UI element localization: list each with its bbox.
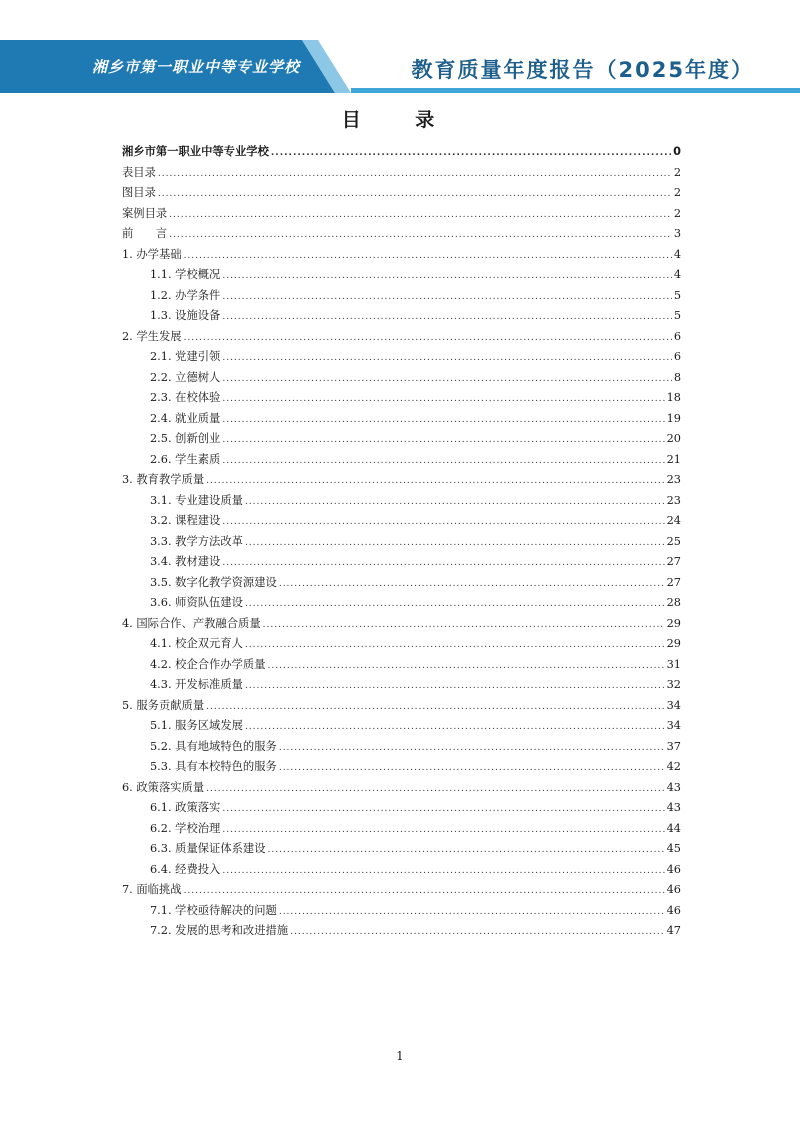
toc-entry-page: 43: [666, 780, 681, 794]
toc-leader-dots: [271, 143, 671, 164]
toc-leader-dots: [268, 840, 665, 861]
toc-entry-page: 31: [666, 657, 681, 671]
toc-entry-label: 3.3. 教学方法改革: [150, 534, 243, 548]
toc-entry[interactable]: [122, 491, 681, 512]
toc-entry-label: 2. 学生发展: [122, 329, 182, 343]
toc-entry[interactable]: [122, 347, 681, 368]
toc-entry-label: 4.2. 校企合作办学质量: [150, 657, 266, 671]
toc-entry[interactable]: [122, 593, 681, 614]
toc-entry[interactable]: [122, 675, 681, 696]
toc-entry[interactable]: [122, 142, 681, 163]
toc-leader-dots: [222, 512, 664, 533]
toc-entry[interactable]: [122, 409, 681, 430]
toc-entry[interactable]: [122, 655, 681, 676]
toc-entry-label: 3.2. 课程建设: [150, 514, 221, 527]
toc-entry-label: 5.1. 服务区域发展: [150, 719, 243, 732]
toc-entry[interactable]: [122, 183, 681, 204]
toc-entry-page: 46: [666, 862, 681, 876]
toc-entry[interactable]: [122, 921, 681, 942]
school-logo-icon: [0, 0, 18, 18]
toc-entry-label: 7. 面临挑战: [122, 883, 182, 896]
toc-entry[interactable]: [122, 552, 681, 573]
header-underline: [351, 88, 800, 93]
toc-entry[interactable]: [122, 245, 681, 266]
toc-entry-label: 前 言: [122, 227, 168, 240]
toc-entry-page: 0: [673, 145, 681, 158]
toc-leader-dots: [263, 615, 665, 636]
toc-entry-page: 34: [666, 719, 681, 732]
toc-entry-label: 2.2. 立德树人: [150, 370, 221, 384]
toc-entry-page: 21: [666, 452, 681, 466]
toc-leader-dots: [222, 287, 671, 308]
toc-entry-page: 44: [666, 821, 681, 835]
toc-entry[interactable]: [122, 778, 681, 799]
toc-entry[interactable]: [122, 839, 681, 860]
toc-leader-dots: [245, 676, 665, 697]
toc-leader-dots: [169, 225, 672, 246]
toc-entry[interactable]: [122, 306, 681, 327]
toc-leader-dots: [245, 635, 665, 656]
page-header: [0, 0, 800, 100]
toc-entry-page: 43: [666, 801, 681, 814]
toc-entry-page: 46: [666, 883, 681, 896]
toc-leader-dots: [222, 307, 671, 328]
toc-entry[interactable]: [122, 470, 681, 491]
toc-entry[interactable]: [122, 880, 681, 901]
toc-entry-label: 3.6. 师资队伍建设: [150, 596, 243, 609]
toc-entry-label: 1.1. 学校概况: [150, 268, 221, 281]
toc-entry-label: 1.2. 办学条件: [150, 288, 221, 302]
toc-entry-label: 3. 教育教学质量: [122, 473, 205, 486]
toc-entry-label: 2.6. 学生素质: [150, 452, 221, 466]
toc-entry[interactable]: [122, 286, 681, 307]
toc-entry-label: 表目录: [122, 165, 156, 179]
toc-entry-label: 6.2. 学校治理: [150, 821, 221, 835]
toc-entry-label: 5. 服务贡献质量: [122, 698, 205, 712]
toc-entry-label: 6. 政策落实质量: [122, 780, 205, 794]
toc-leader-dots: [222, 266, 671, 287]
school-name: 湘乡市第一职业中等专业学校: [92, 58, 301, 76]
toc-leader-dots: [184, 881, 665, 902]
toc-entry-page: 27: [666, 555, 681, 568]
toc-entry[interactable]: [122, 511, 681, 532]
toc-entry[interactable]: [122, 450, 681, 471]
toc-leader-dots: [222, 451, 664, 472]
toc-entry-page: 4: [673, 268, 681, 281]
toc-title: 目 录: [341, 109, 459, 131]
toc-entry-label: 1.3. 设施设备: [150, 309, 221, 322]
table-of-contents: [122, 142, 681, 942]
toc-entry[interactable]: [122, 265, 681, 286]
toc-entry-label: 6.4. 经费投入: [150, 862, 221, 876]
toc-entry-page: 27: [666, 575, 681, 589]
toc-entry-page: 20: [666, 432, 681, 445]
toc-leader-dots: [184, 246, 672, 267]
toc-entry-label: 3.1. 专业建设质量: [150, 493, 243, 507]
header-banner: [0, 0, 800, 100]
toc-entry[interactable]: [122, 798, 681, 819]
toc-entry-label: 2.1. 党建引领: [150, 350, 221, 363]
toc-entry-label: 2.5. 创新创业: [150, 432, 221, 445]
toc-entry-page: 23: [666, 473, 681, 486]
toc-entry[interactable]: [122, 901, 681, 922]
toc-leader-dots: [222, 799, 664, 820]
toc-leader-dots: [222, 553, 664, 574]
toc-entry-page: 32: [666, 678, 681, 691]
toc-leader-dots: [279, 574, 665, 595]
toc-entry-label: 4. 国际合作、产教融合质量: [122, 616, 261, 630]
toc-leader-dots: [206, 697, 664, 718]
toc-entry-label: 3.4. 教材建设: [150, 555, 221, 568]
toc-entry[interactable]: [122, 163, 681, 184]
toc-entry-page: 19: [666, 411, 681, 425]
toc-entry-label: 4.3. 开发标准质量: [150, 678, 243, 691]
toc-entry-page: 24: [666, 514, 681, 527]
toc-entry-page: 8: [673, 370, 681, 384]
toc-entry[interactable]: [122, 696, 681, 717]
toc-leader-dots: [245, 594, 665, 615]
toc-entry[interactable]: [122, 614, 681, 635]
toc-entry-label: 图目录: [122, 186, 156, 199]
toc-entry[interactable]: [122, 532, 681, 553]
toc-leader-dots: [184, 328, 672, 349]
toc-entry[interactable]: [122, 368, 681, 389]
toc-entry-label: 6.3. 质量保证体系建设: [150, 842, 266, 855]
toc-leader-dots: [222, 861, 664, 882]
toc-entry-label: 2.4. 就业质量: [150, 411, 221, 425]
toc-entry-label: 7.1. 学校亟待解决的问题: [150, 903, 277, 917]
toc-entry-page: 2: [673, 206, 681, 220]
toc-entry[interactable]: [122, 224, 681, 245]
toc-entry[interactable]: [122, 757, 681, 778]
toc-entry[interactable]: [122, 634, 681, 655]
toc-entry-page: 6: [673, 329, 681, 343]
toc-entry[interactable]: [122, 716, 681, 737]
report-title: 教育质量年度报告（2025年度）: [411, 58, 754, 82]
toc-leader-dots: [169, 205, 672, 226]
toc-entry-page: 25: [666, 534, 681, 548]
toc-entry-page: 37: [666, 739, 681, 753]
toc-entry[interactable]: [122, 573, 681, 594]
toc-entry-label: 2.3. 在校体验: [150, 391, 221, 404]
toc-entry-page: 28: [666, 596, 681, 609]
page-number: 1: [396, 1049, 404, 1063]
toc-entry[interactable]: [122, 737, 681, 758]
toc-leader-dots: [206, 779, 664, 800]
toc-leader-dots: [245, 533, 665, 554]
toc-entry-label: 5.3. 具有本校特色的服务: [150, 760, 277, 773]
toc-entry-page: 5: [673, 309, 681, 322]
toc-entry[interactable]: [122, 327, 681, 348]
toc-entry-page: 45: [666, 842, 681, 855]
toc-entry-page: 29: [666, 616, 681, 630]
toc-leader-dots: [279, 758, 665, 779]
toc-entry-page: 3: [673, 227, 681, 240]
toc-entry[interactable]: [122, 388, 681, 409]
toc-entry-label: 6.1. 政策落实: [150, 801, 221, 814]
toc-leader-dots: [222, 389, 664, 410]
toc-entry-page: 46: [666, 903, 681, 917]
toc-leader-dots: [222, 430, 664, 451]
toc-entry-page: 5: [673, 288, 681, 302]
toc-entry-page: 42: [666, 760, 681, 773]
toc-entry-label: 案例目录: [122, 206, 168, 220]
toc-leader-dots: [222, 820, 664, 841]
toc-entry-page: 18: [666, 391, 681, 404]
toc-leader-dots: [206, 471, 664, 492]
toc-entry-page: 34: [666, 698, 681, 712]
toc-entry[interactable]: [122, 860, 681, 881]
toc-entry-page: 4: [673, 247, 681, 261]
toc-entry-page: 29: [666, 637, 681, 650]
toc-entry[interactable]: [122, 819, 681, 840]
toc-entry-label: 7.2. 发展的思考和改进措施: [150, 924, 289, 937]
toc-leader-dots: [279, 902, 665, 923]
toc-entry-page: 23: [666, 493, 681, 507]
toc-leader-dots: [222, 348, 671, 369]
toc-leader-dots: [158, 184, 672, 205]
toc-entry-page: 47: [666, 924, 681, 937]
toc-leader-dots: [268, 656, 665, 677]
toc-leader-dots: [158, 164, 672, 185]
toc-entry-page: 2: [673, 186, 681, 199]
toc-entry-page: 2: [673, 165, 681, 179]
toc-entry-label: 3.5. 数字化教学资源建设: [150, 575, 277, 589]
toc-leader-dots: [245, 492, 665, 513]
toc-leader-dots: [279, 738, 665, 759]
toc-entry-label: 1. 办学基础: [122, 247, 182, 261]
toc-leader-dots: [222, 410, 664, 431]
toc-entry-label: 湘乡市第一职业中等专业学校: [122, 145, 269, 158]
toc-entry-label: 5.2. 具有地域特色的服务: [150, 739, 277, 753]
toc-leader-dots: [290, 922, 665, 943]
toc-leader-dots: [245, 717, 665, 738]
toc-entry[interactable]: [122, 429, 681, 450]
toc-entry-page: 6: [673, 350, 681, 363]
toc-entry-label: 4.1. 校企双元育人: [150, 637, 243, 650]
toc-entry[interactable]: [122, 204, 681, 225]
toc-leader-dots: [222, 369, 671, 390]
